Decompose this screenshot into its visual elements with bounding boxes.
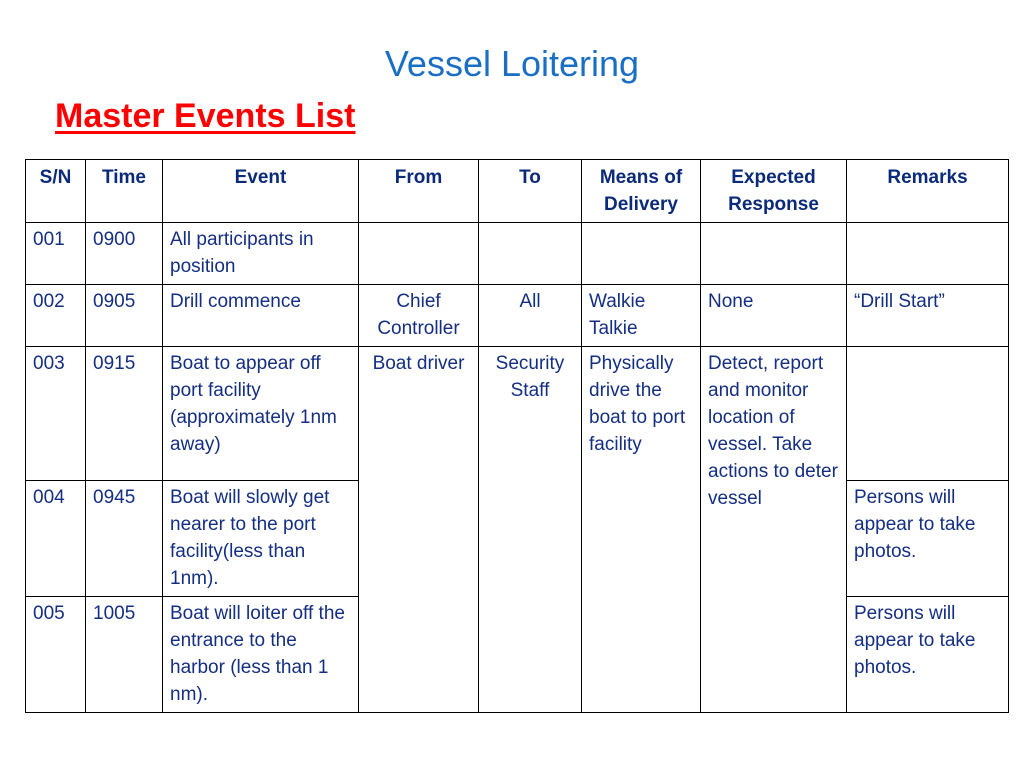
cell-event: Boat will loiter off the entrance to the harbor (less than 1 nm). bbox=[163, 597, 359, 713]
cell-from bbox=[359, 223, 479, 285]
cell-remarks: Persons will appear to take photos. bbox=[847, 597, 1009, 713]
cell-to bbox=[479, 223, 582, 285]
header-remarks: Remarks bbox=[847, 160, 1009, 223]
header-event: Event bbox=[163, 160, 359, 223]
header-time: Time bbox=[86, 160, 163, 223]
header-to: To bbox=[479, 160, 582, 223]
cell-means-of-delivery: Walkie Talkie bbox=[582, 285, 701, 347]
cell-remarks: “Drill Start” bbox=[847, 285, 1009, 347]
page-title: Vessel Loitering bbox=[384, 43, 640, 84]
cell-expected-response bbox=[701, 223, 847, 285]
cell-sn: 005 bbox=[26, 597, 86, 713]
header-means-of-delivery: Means of Delivery bbox=[582, 160, 701, 223]
cell-to: Security Staff bbox=[479, 347, 582, 713]
cell-expected-response: Detect, report and monitor location of vessel. Take actions to deter vessel bbox=[701, 347, 847, 713]
cell-means-of-delivery bbox=[582, 223, 701, 285]
cell-sn: 003 bbox=[26, 347, 86, 481]
cell-remarks: Persons will appear to take photos. bbox=[847, 481, 1009, 597]
cell-from: Chief Controller bbox=[359, 285, 479, 347]
cell-from: Boat driver bbox=[359, 347, 479, 713]
header-expected-response: Expected Response bbox=[701, 160, 847, 223]
cell-sn: 004 bbox=[26, 481, 86, 597]
master-events-table bbox=[25, 159, 1009, 713]
cell-means-of-delivery: Physically drive the boat to port facility bbox=[582, 347, 701, 713]
cell-remarks bbox=[847, 223, 1009, 285]
table-row bbox=[26, 347, 1009, 481]
cell-time: 1005 bbox=[86, 597, 163, 713]
cell-time: 0915 bbox=[86, 347, 163, 481]
header-sn: S/N bbox=[26, 160, 86, 223]
cell-remarks bbox=[847, 347, 1009, 481]
cell-event: Boat will slowly get nearer to the port facility(less than 1nm). bbox=[163, 481, 359, 597]
table-row bbox=[26, 223, 1009, 285]
cell-event: Boat to appear off port facility (approximately 1nm away) bbox=[163, 347, 359, 481]
cell-time: 0905 bbox=[86, 285, 163, 347]
cell-expected-response: None bbox=[701, 285, 847, 347]
cell-event: All participants in position bbox=[163, 223, 359, 285]
cell-event: Drill commence bbox=[163, 285, 359, 347]
header-from: From bbox=[359, 160, 479, 223]
cell-sn: 001 bbox=[26, 223, 86, 285]
table-row bbox=[26, 285, 1009, 347]
cell-time: 0900 bbox=[86, 223, 163, 285]
cell-time: 0945 bbox=[86, 481, 163, 597]
cell-to: All bbox=[479, 285, 582, 347]
table-header-row bbox=[26, 160, 1009, 223]
page-subtitle: Master Events List bbox=[55, 97, 356, 135]
cell-sn: 002 bbox=[26, 285, 86, 347]
